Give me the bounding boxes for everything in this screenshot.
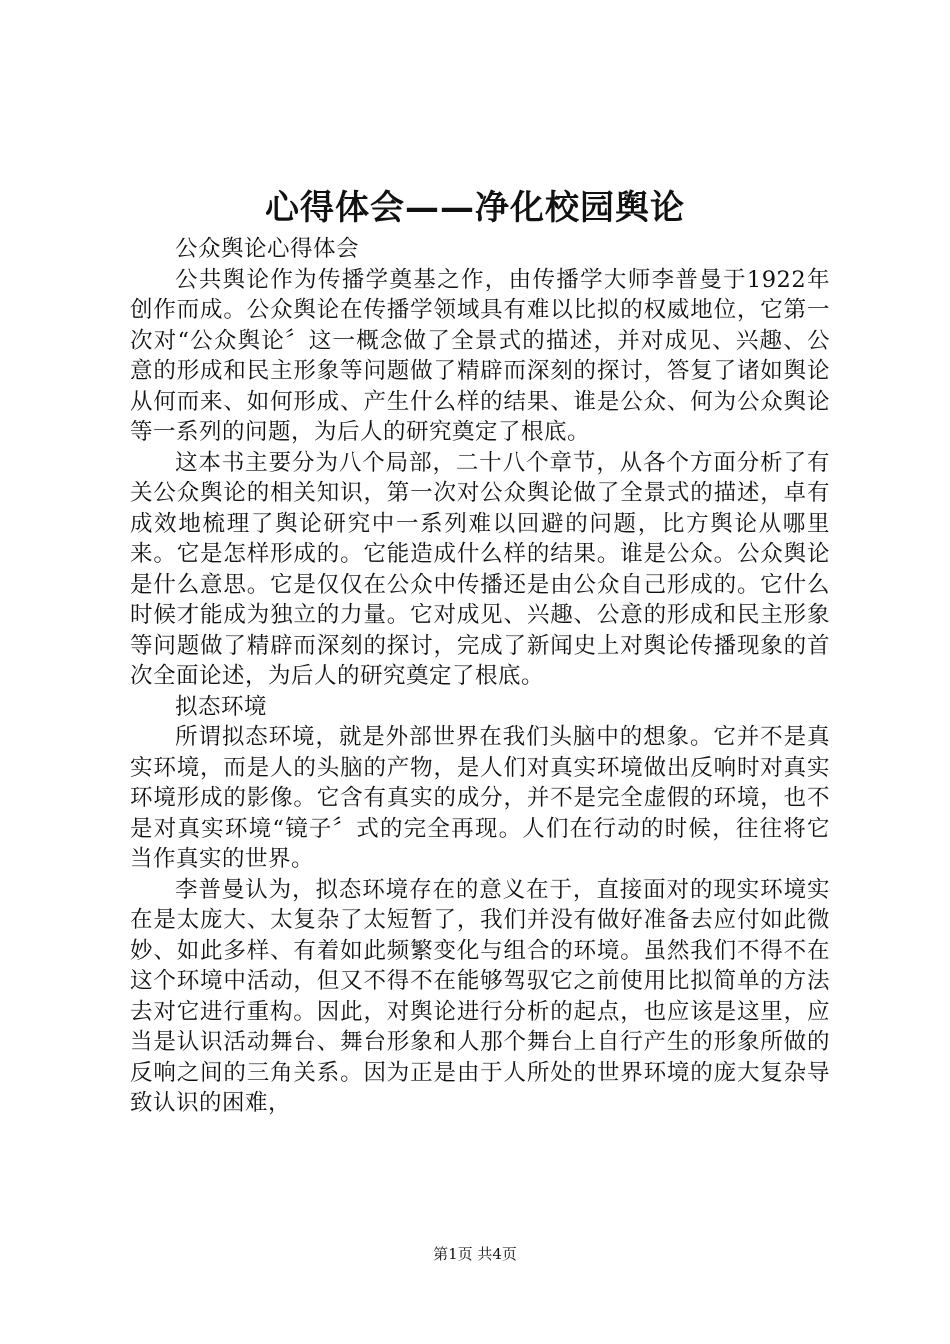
paragraph: 李普曼认为，拟态环境存在的意义在于，直接面对的现实环境实在是太庞大、太复杂了太短暂了，我们并没有做好准备去应付如此微妙、如此多样、有着如此频繁变化与组合的环境。虽然我们不得不在这个环境中活动，但又不得不在能够驾驭它之前使用比拟简单的方法去对它进行重构。因此，对舆论进行分析的起点，也应该是这里，应当是认识活动舞台、舞台形象和人那个舞台上自行产生的形象所做的反响之间的三角关系。因为正是由于人所处的世界环境的庞大复杂导致认识的困难， [130,876,830,1116]
document-body [130,234,830,1119]
paragraph-heading: 拟态环境 [175,693,268,720]
paragraph: 公共舆论作为传播学奠基之作，由传播学大师李普曼于1922年创作而成。公众舆论在传播学领域具有难以比拟的权威地位，它第一次对“公众舆论〞这一概念做了全景式的描述，并对成见、兴趣、公意的形成和民主形象等问题做了精辟而深刻的探讨，答复了诸如舆论从何而来、如何形成、产生什么样的结果、谁是公众、何为公众舆论等一系列的问题，为后人的研究奠定了根底。 [130,266,830,445]
paragraph: 这本书主要分为八个局部，二十八个章节，从各个方面分析了有关公众舆论的相关知识，第一次对公众舆论做了全景式的描述，卓有成效地梳理了舆论研究中一系列难以回避的问题，比方舆论从哪里来。它是怎样形成的。它能造成什么样的结果。谁是公众。公众舆论是什么意思。它是仅仅在公众中传播还是由公众自己形成的。它什么时候才能成为独立的力量。它对成见、兴趣、公意的形成和民主形象等问题做了精辟而深刻的探讨，完成了新闻史上对舆论传播现象的首次全面论述，为后人的研究奠定了根底。 [130,449,830,689]
page-number-footer: 第1页 共4页 [433,1245,517,1263]
paragraph: 所谓拟态环境，就是外部世界在我们头脑中的想象。它并不是真实环境，而是人的头脑的产物，是人们对真实环境做出反响时对真实环境形成的影像。它含有真实的成分，并不是完全虚假的环境，也不是对真实环境“镜子〞式的完全再现。人们在行动的时候，往往将它当作真实的世界。 [130,724,830,872]
paragraph-subtitle: 公众舆论心得体会 [175,236,360,262]
page-title: 心得体会——净化校园舆论 [265,188,685,228]
